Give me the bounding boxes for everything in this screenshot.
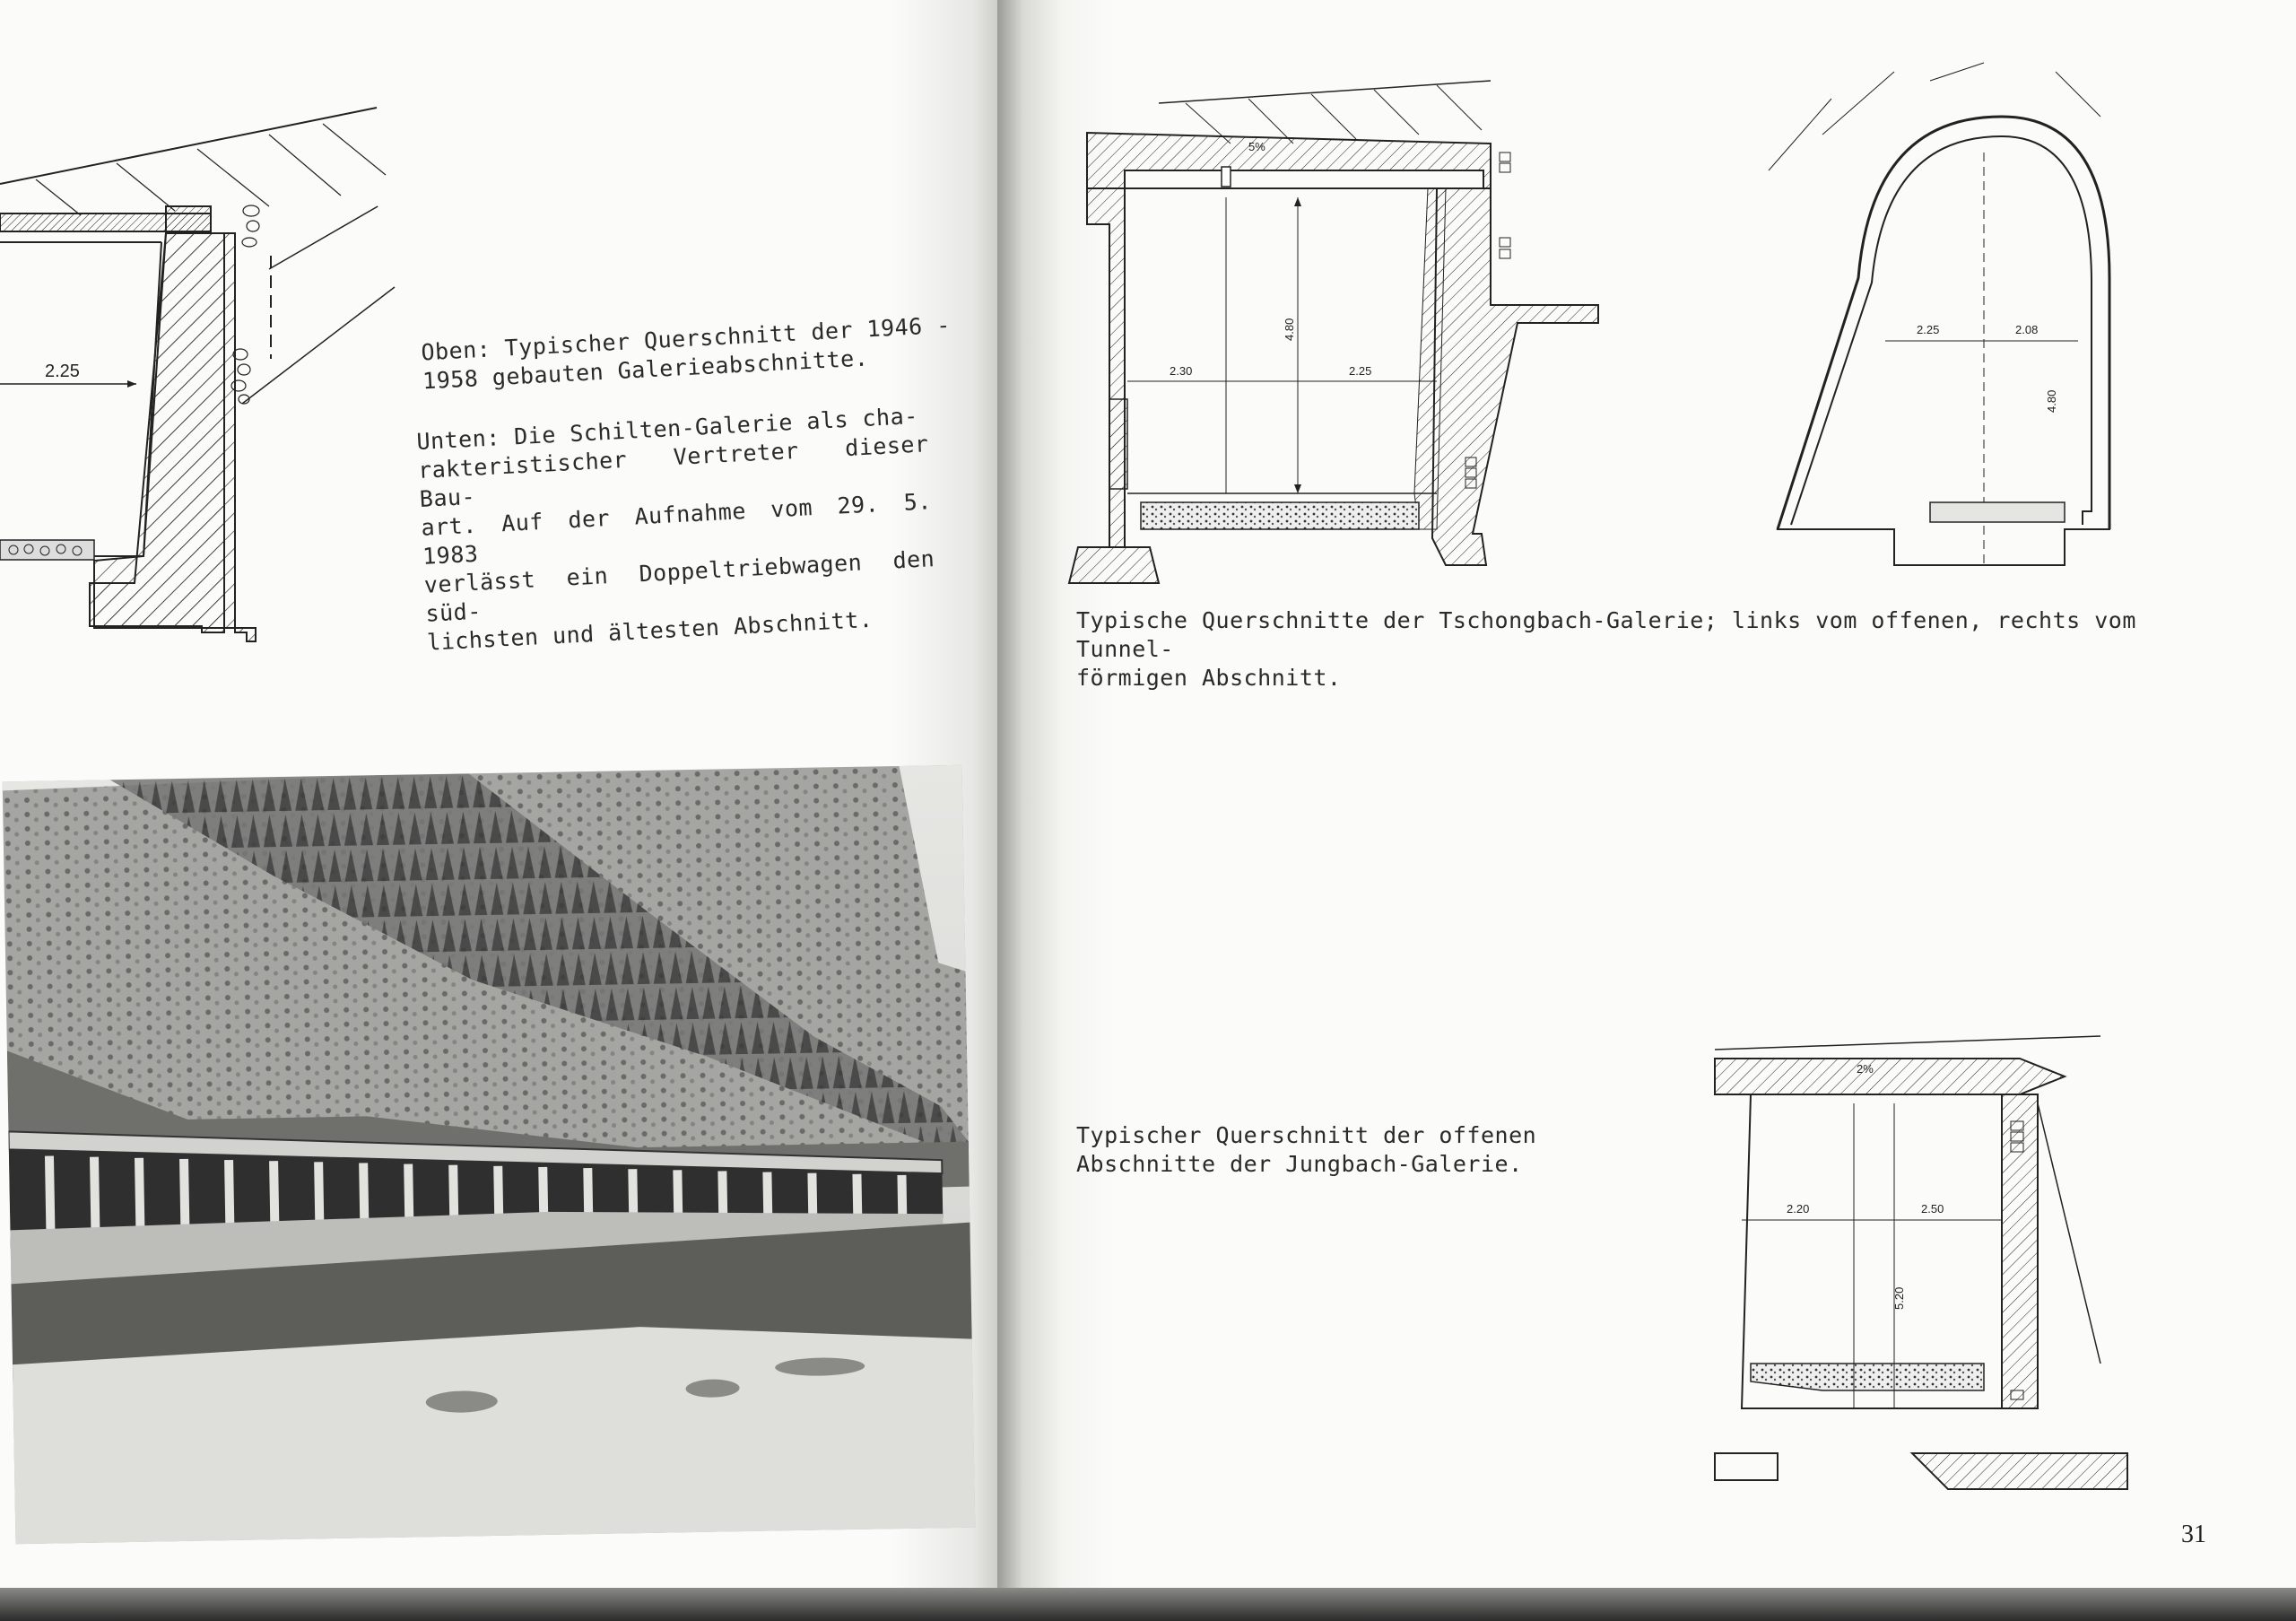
jungbach-slope: 2% <box>1857 1062 1874 1076</box>
open-width-left: 2.30 <box>1170 364 1193 378</box>
jungbach-height: 5.20 <box>1892 1286 1906 1310</box>
book-bottom-edge <box>0 1588 2296 1621</box>
caption-bottom: Unten: Die Schilten-Galerie als cha- rakteristischer Vertreter dieser Bau- art. Auf der Aufnahme vom 29. 5. 1983 verlässt ein Doppeltriebwagen den süd- lichsten und ältesten Abschnitt. <box>415 402 950 656</box>
jungbach-width-right: 2.50 <box>1921 1202 1944 1216</box>
galerie-cross-section-1946 <box>0 90 413 736</box>
tunnel-width-left: 2.25 <box>1917 323 1940 336</box>
left-page <box>0 0 1013 1597</box>
tunnel-width-right: 2.08 <box>2015 323 2039 336</box>
tschongbach-tunnel-section <box>1715 63 2109 565</box>
page-number: 31 <box>2181 1521 2206 1548</box>
caption-jungbach: Typischer Querschnitt der offenen Abschnitte der Jungbach-Galerie. <box>1076 1122 1537 1177</box>
tunnel-height: 4.80 <box>2045 389 2058 413</box>
tschongbach-open-section <box>1060 81 1616 601</box>
dimension-label: 2.25 <box>45 362 80 381</box>
right-page <box>997 0 2296 1597</box>
open-slope-label: 5% <box>1248 140 1265 153</box>
caption-tschongbach: Typische Querschnitte der Tschongbach-Galerie; links vom offenen, rechts vom Tunnel- förmigen Abschnitt. <box>1076 607 2136 691</box>
jungbach-width-left: 2.20 <box>1787 1202 1810 1216</box>
open-height: 4.80 <box>1283 318 1296 341</box>
schilten-galerie-photo <box>3 765 976 1545</box>
jungbach-open-section <box>1643 987 2145 1489</box>
open-width-right: 2.25 <box>1349 364 1372 378</box>
caption-top: Oben: Typischer Querschnitt der 1946 - 1958 gebauten Galerieabschnitte. <box>420 311 952 395</box>
